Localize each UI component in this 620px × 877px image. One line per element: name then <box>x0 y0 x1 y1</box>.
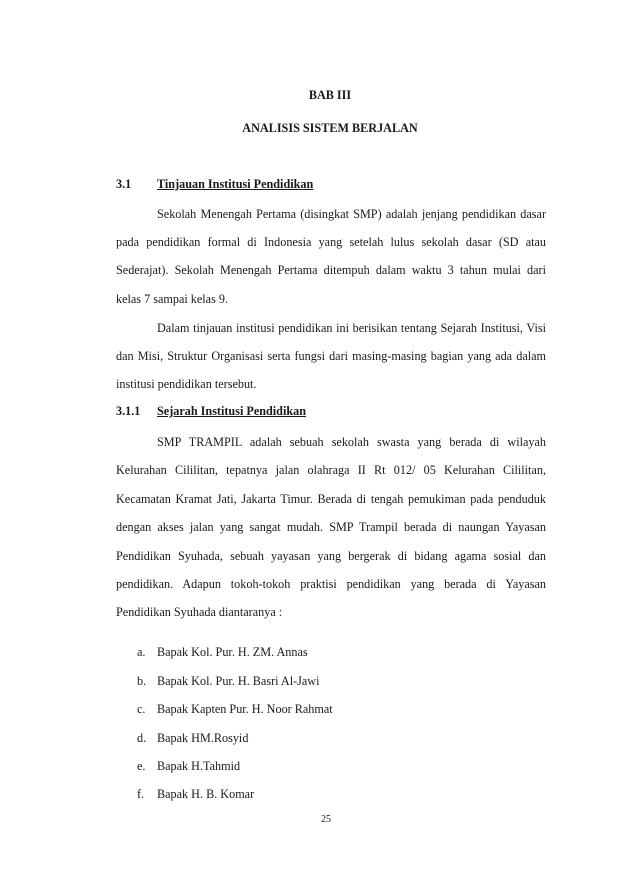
list-item <box>137 702 333 717</box>
paragraph-line: Kelurahan Cililitan, tepatnya jalan olahraga II Rt 012/ 05 Kelurahan Cililitan, <box>116 463 546 477</box>
paragraph-line: institusi pendidikan tersebut. <box>116 377 257 391</box>
list-text: Bapak Kapten Pur. H. Noor Rahmat <box>157 702 333 716</box>
section-number: 3.1.1 <box>116 404 141 418</box>
list-marker: e. <box>137 759 146 773</box>
paragraph-line: pada pendidikan formal di Indonesia yang setelah lulus sekolah dasar (SD atau <box>116 235 546 249</box>
list-marker: c. <box>137 702 146 716</box>
section-title: Tinjauan Institusi Pendidikan <box>157 177 314 191</box>
list-item <box>137 787 254 802</box>
list-text: Bapak Kol. Pur. H. ZM. Annas <box>157 645 308 659</box>
chapter-title: ANALISIS SISTEM BERJALAN <box>242 121 418 135</box>
paragraph-line: Pendidikan Syuhada diantaranya : <box>116 605 283 619</box>
paragraph-line: kelas 7 sampai kelas 9. <box>116 292 229 306</box>
list-text: Bapak H.Tahmid <box>157 759 241 773</box>
list-item <box>137 731 248 746</box>
section-title: Sejarah Institusi Pendidikan <box>157 404 306 418</box>
paragraph-line: dengan akses jalan yang sangat mudah. SMP Trampil berada di naungan Yayasan <box>116 520 546 534</box>
list-item <box>137 759 240 774</box>
page-number: 25 <box>321 814 331 825</box>
paragraph-line: pendidikan. Adapun tokoh-tokoh praktisi pendidikan yang berada di Yayasan <box>116 577 546 591</box>
paragraph-line: Sekolah Menengah Pertama (disingkat SMP) adalah jenjang pendidikan dasar <box>157 207 546 221</box>
paragraph-line: Dalam tinjauan institusi pendidikan ini berisikan tentang Sejarah Institusi, Visi <box>157 321 546 335</box>
list-text: Bapak Kol. Pur. H. Basri Al-Jawi <box>157 674 320 688</box>
list-marker: f. <box>137 787 145 801</box>
chapter-label: BAB III <box>308 88 352 102</box>
list-item <box>137 674 320 689</box>
list-marker: b. <box>137 674 147 688</box>
list-item <box>137 645 308 660</box>
section-heading-3-1-1 <box>116 404 306 419</box>
section-number: 3.1 <box>116 177 132 191</box>
paragraph-line: Sederajat). Sekolah Menengah Pertama ditempuh dalam waktu 3 tahun mulai dari <box>116 263 546 277</box>
list-marker: a. <box>137 645 146 659</box>
paragraph-line: Kecamatan Kramat Jati, Jakarta Timur. Berada di tengah pemukiman pada penduduk <box>116 492 546 506</box>
paragraph-line: Pendidikan Syuhada, sebuah yayasan yang bergerak di bidang agama sosial dan <box>116 549 546 563</box>
list-text: Bapak HM.Rosyid <box>157 731 249 745</box>
section-heading-3-1 <box>116 177 313 192</box>
list-text: Bapak H. B. Komar <box>157 787 255 801</box>
paragraph-line: dan Misi, Struktur Organisasi serta fungsi dari masing-masing bagian yang ada dalam <box>116 349 546 363</box>
paragraph-line: SMP TRAMPIL adalah sebuah sekolah swasta yang berada di wilayah <box>157 435 546 449</box>
list-marker: d. <box>137 731 147 745</box>
